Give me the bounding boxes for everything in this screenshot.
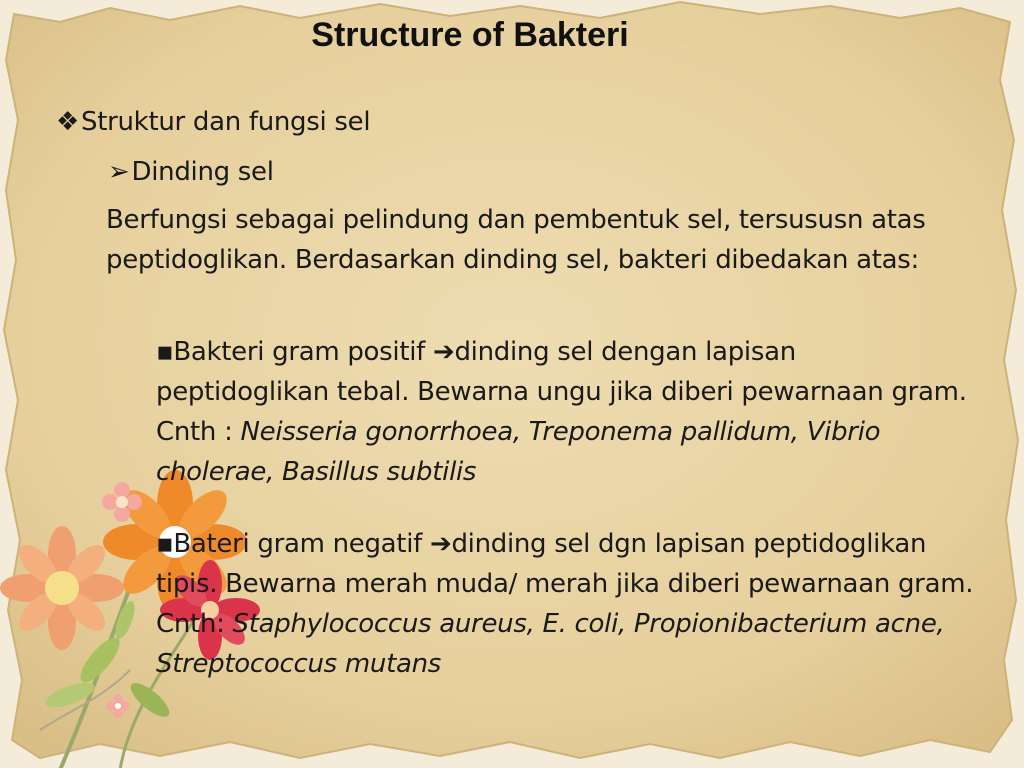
bullet-gram-negative bbox=[156, 524, 976, 684]
body-paragraph: Berfungsi sebagai pelindung dan pembentuk sel, tersususn atas peptidoglikan. Berdasarkan dinding sel, bakteri dibedakan atas: bbox=[106, 205, 926, 275]
level2-text: Dinding sel bbox=[131, 157, 274, 187]
square-bullet-icon: ▪ bbox=[156, 529, 174, 559]
bullet-text: dinding sel dengan lapisan peptidoglikan tebal. Bewarna ungu jika diberi pewarnaan gram. Cnth : bbox=[156, 337, 967, 447]
right-arrow-icon: ➔ bbox=[432, 337, 455, 367]
bullet-lead: Bateri gram negatif bbox=[173, 529, 430, 559]
bullet-lead: Bakteri gram positif bbox=[173, 337, 433, 367]
bullet-examples: Neisseria gonorrhoea, Treponema pallidum, Vibrio cholerae, Basillus subtilis bbox=[156, 417, 881, 487]
level1-item bbox=[56, 102, 370, 142]
tiny-pink-flower bbox=[106, 694, 130, 718]
bullet-examples: Staphylococcus aureus, E. coli, Propionibacterium acne, Streptococcus mutans bbox=[156, 609, 945, 679]
right-arrow-icon: ➔ bbox=[429, 529, 452, 559]
square-bullet-icon: ▪ bbox=[156, 337, 174, 367]
bullet-gram-positive bbox=[156, 332, 976, 492]
level1-text: Struktur dan fungsi sel bbox=[81, 107, 371, 137]
four-diamond-bullet-icon: ❖ bbox=[56, 107, 80, 137]
arrowhead-bullet-icon: ➢ bbox=[108, 157, 130, 187]
bullet-text: dinding sel dgn lapisan peptidoglikan tipis. Bewarna merah muda/ merah jika diberi pewarnaan gram. Cnth: bbox=[156, 529, 974, 639]
level2-item bbox=[108, 152, 274, 192]
slide-title: Structure of Bakteri bbox=[311, 16, 629, 54]
